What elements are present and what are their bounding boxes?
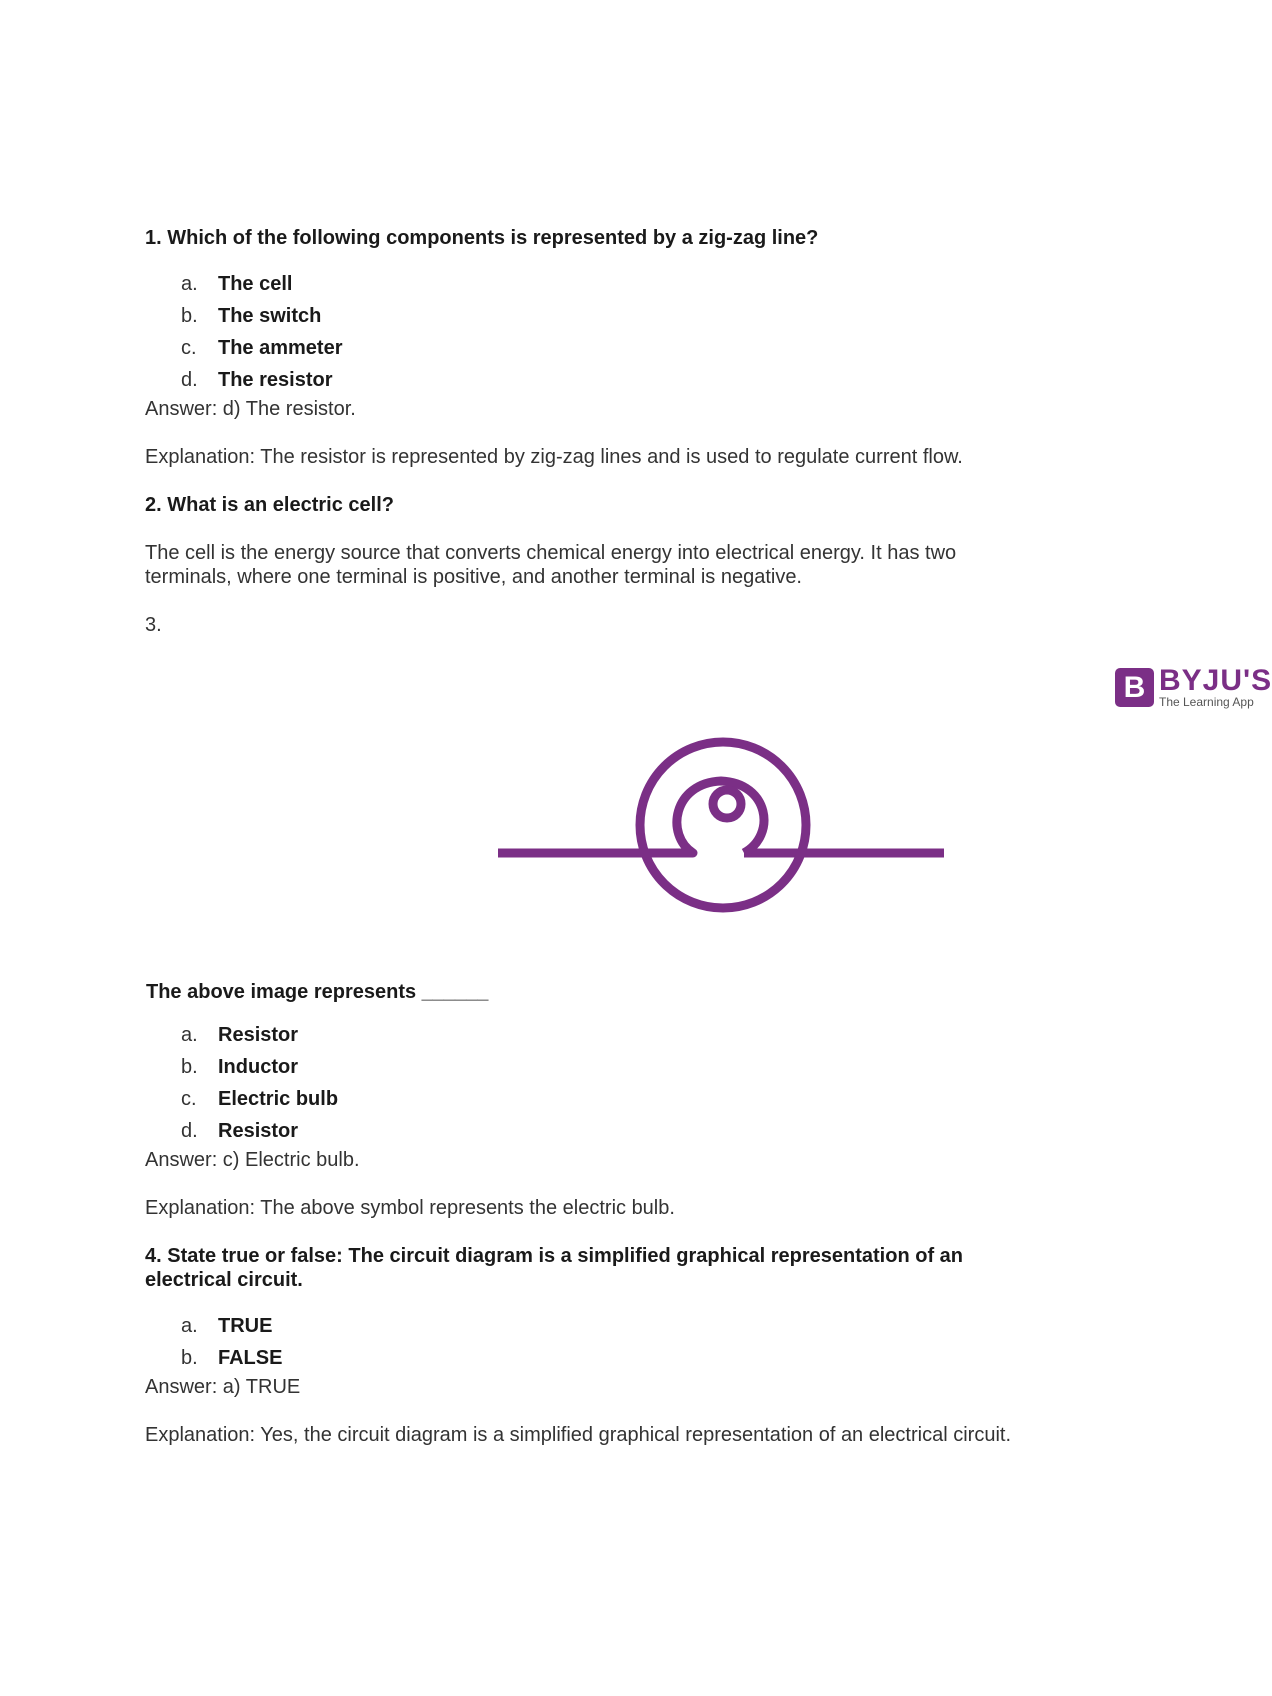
option-item [145,1083,1045,1115]
question-4-options [145,1310,1045,1374]
option-text: Resistor [218,1024,299,1046]
option-item [145,364,1045,396]
option-letter: b. [181,1056,198,1078]
option-text: TRUE [218,1315,273,1337]
question-4 [145,1244,1045,1447]
question-1 [145,226,1045,469]
option-text: Resistor [218,1120,299,1142]
option-item [145,1051,1045,1083]
question-2 [145,493,1045,589]
option-letter: c. [181,1088,197,1110]
question-3-number: 3. [145,614,162,636]
option-item [145,268,1045,300]
option-text: The cell [218,273,293,295]
option-letter: d. [181,1120,198,1142]
question-2-title: 2. What is an electric cell? [145,494,394,516]
option-item [145,1310,1045,1342]
option-letter: a. [181,1024,198,1046]
option-text: Electric bulb [218,1088,339,1110]
question-3-options [145,1019,1045,1147]
option-text: FALSE [218,1347,283,1369]
question-1-title: 1. Which of the following components is represented by a zig-zag line? [145,227,819,249]
option-text: The ammeter [218,337,343,359]
question-3-title: The above image represents ______ [146,981,489,1003]
option-item [145,300,1045,332]
bulb-outer-circle [640,742,806,908]
brand-name: BYJU'S [1159,664,1272,697]
option-letter: b. [181,305,198,327]
electric-bulb-symbol-icon [495,735,947,917]
option-text: The resistor [218,369,333,391]
question-3-answer: Answer: c) Electric bulb. [145,1149,360,1171]
option-item [145,1019,1045,1051]
option-text: Inductor [218,1056,298,1078]
brand-tagline: The Learning App [1159,695,1254,709]
question-3-explanation: Explanation: The above symbol represents the electric bulb. [145,1197,675,1219]
option-letter: a. [181,1315,198,1337]
bulb-filament-loop [713,790,741,818]
question-1-options [145,268,1045,396]
option-item [145,332,1045,364]
option-item [145,1115,1045,1147]
option-letter: b. [181,1347,198,1369]
question-4-answer: Answer: a) TRUE [145,1376,301,1398]
option-letter: a. [181,273,198,295]
option-letter: c. [181,337,197,359]
option-letter: d. [181,369,198,391]
question-2-body: The cell is the energy source that converts chemical energy into electrical energy. It has two terminals, where one terminal is positive, and another terminal is negative. [145,542,957,588]
question-1-explanation: Explanation: The resistor is represented by zig-zag lines and is used to regulate current flow. [145,446,963,468]
option-item [145,1342,1045,1374]
question-4-title: 4. State true or false: The circuit diagram is a simplified graphical representation of an electrical circuit. [145,1245,963,1291]
bulb-filament [640,781,764,853]
brand-badge: B [1115,668,1154,707]
brand-logo [1115,664,1272,710]
question-4-explanation: Explanation: Yes, the circuit diagram is a simplified graphical representation of an electrical circuit. [145,1424,1011,1446]
option-text: The switch [218,305,322,327]
question-1-answer: Answer: d) The resistor. [145,398,356,420]
